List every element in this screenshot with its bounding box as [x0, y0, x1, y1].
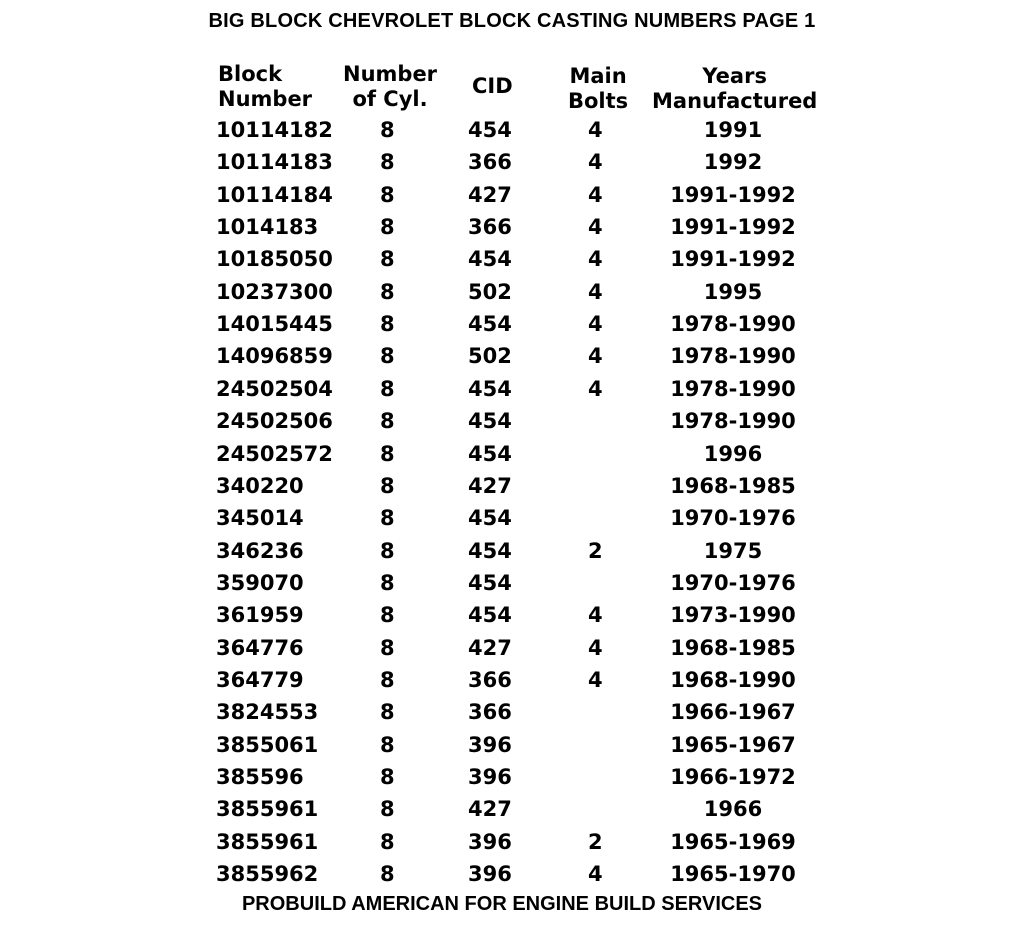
table-row [0, 538, 1024, 568]
years-cell: 1965-1970 [670, 862, 796, 887]
cylinders-cell: 8 [380, 150, 395, 175]
block-number-cell: 345014 [216, 506, 304, 531]
years-cell: 1991-1992 [670, 182, 796, 207]
cid-cell: 454 [468, 570, 512, 595]
years-cell: 1966-1972 [670, 765, 796, 789]
table-row [0, 505, 1024, 535]
block-number-cell: 359070 [216, 570, 304, 595]
table-row [0, 570, 1024, 600]
cid-cell: 454 [468, 376, 512, 401]
header-cid-label: CID [472, 74, 513, 98]
main-bolts-cell: 4 [588, 862, 603, 887]
main-bolts-cell: 4 [588, 635, 603, 660]
main-bolts-cell: 2 [588, 829, 603, 854]
cylinders-cell: 8 [380, 635, 395, 660]
cid-cell: 454 [468, 506, 512, 531]
cylinders-cell: 8 [380, 376, 395, 401]
block-number-cell: 3855961 [216, 829, 319, 854]
table-row [0, 441, 1024, 471]
cylinders-cell: 8 [380, 279, 395, 304]
cid-cell: 427 [468, 635, 512, 660]
cid-cell: 454 [468, 118, 512, 142]
header-main-line2: Bolts [568, 89, 629, 113]
main-bolts-cell: 4 [588, 247, 603, 272]
cid-cell: 427 [468, 182, 512, 207]
years-cell: 1970-1976 [670, 506, 796, 531]
years-cell: 1996 [703, 441, 763, 466]
table-row [0, 764, 1024, 794]
header-years-line2: Manufactured [652, 89, 818, 113]
table-row [0, 182, 1024, 212]
main-bolts-cell: 4 [588, 312, 603, 337]
cid-cell: 454 [468, 312, 512, 337]
years-cell: 1968-1990 [670, 667, 796, 692]
header-cyl-line2: of Cyl. [352, 87, 428, 111]
cid-cell: 427 [468, 797, 512, 822]
years-cell: 1973-1990 [670, 603, 796, 628]
years-cell: 1965-1969 [670, 829, 796, 854]
table-row [0, 311, 1024, 341]
cylinders-cell: 8 [380, 506, 395, 531]
table-row [0, 861, 1024, 891]
header-years-line1: Years [702, 64, 767, 88]
cid-cell: 396 [468, 862, 512, 887]
table-row [0, 635, 1024, 665]
block-number-cell: 346236 [216, 538, 304, 563]
block-number-cell: 10185050 [216, 247, 333, 272]
block-number-cell: 385596 [216, 765, 304, 789]
main-bolts-cell: 4 [588, 603, 603, 628]
years-cell: 1975 [703, 538, 763, 563]
cid-cell: 366 [468, 215, 512, 240]
block-number-cell: 3855961 [216, 797, 319, 822]
table-row [0, 699, 1024, 729]
cylinders-cell: 8 [380, 570, 395, 595]
cylinders-cell: 8 [380, 765, 395, 789]
years-cell: 1991 [703, 118, 763, 142]
block-number-cell: 14096859 [216, 344, 333, 369]
years-cell: 1978-1990 [670, 312, 796, 337]
cylinders-cell: 8 [380, 732, 395, 757]
header-block-line2: Number [218, 87, 313, 111]
cylinders-cell: 8 [380, 667, 395, 692]
main-bolts-cell: 4 [588, 376, 603, 401]
table-row [0, 117, 1024, 147]
main-bolts-cell: 2 [588, 538, 603, 563]
cylinders-cell: 8 [380, 409, 395, 434]
years-cell: 1978-1990 [670, 376, 796, 401]
table-row [0, 829, 1024, 859]
block-number-cell: 3855061 [216, 732, 319, 757]
years-cell: 1995 [703, 279, 763, 304]
block-number-cell: 364779 [216, 667, 304, 692]
cid-cell: 454 [468, 603, 512, 628]
header-cyl-line1: Number [343, 62, 438, 86]
cid-cell: 502 [468, 344, 512, 369]
cid-cell: 396 [468, 829, 512, 854]
header-block-line1: Block [218, 62, 283, 86]
years-cell: 1968-1985 [670, 635, 796, 660]
cylinders-cell: 8 [380, 247, 395, 272]
table-row [0, 602, 1024, 632]
table-row [0, 149, 1024, 179]
cylinders-cell: 8 [380, 344, 395, 369]
block-number-cell: 14015445 [216, 312, 333, 337]
header-main-line1: Main [569, 64, 627, 88]
block-number-cell: 340220 [216, 473, 304, 498]
years-cell: 1966 [703, 797, 763, 822]
cylinders-cell: 8 [380, 473, 395, 498]
cid-cell: 396 [468, 732, 512, 757]
table-row [0, 343, 1024, 373]
footer-text: PROBUILD AMERICAN FOR ENGINE BUILD SERVICES [241, 893, 763, 915]
block-number-cell: 364776 [216, 635, 304, 660]
table-row [0, 279, 1024, 309]
years-cell: 1965-1967 [670, 732, 796, 757]
cid-cell: 396 [468, 765, 512, 789]
cylinders-cell: 8 [380, 603, 395, 628]
block-number-cell: 24502506 [216, 409, 333, 434]
cid-cell: 454 [468, 538, 512, 563]
main-bolts-cell: 4 [588, 344, 603, 369]
cid-cell: 366 [468, 667, 512, 692]
cid-cell: 454 [468, 409, 512, 434]
table-row [0, 667, 1024, 697]
cylinders-cell: 8 [380, 312, 395, 337]
cid-cell: 366 [468, 700, 512, 725]
block-number-cell: 3855962 [216, 862, 319, 887]
cylinders-cell: 8 [380, 829, 395, 854]
years-cell: 1968-1985 [670, 473, 796, 498]
table-row [0, 796, 1024, 826]
main-bolts-cell: 4 [588, 118, 603, 142]
block-number-cell: 361959 [216, 603, 304, 628]
cid-cell: 454 [468, 441, 512, 466]
cylinders-cell: 8 [380, 215, 395, 240]
block-number-cell: 24502572 [216, 441, 333, 466]
table-row [0, 214, 1024, 244]
main-bolts-cell: 4 [588, 279, 603, 304]
block-number-cell: 3824553 [216, 700, 319, 725]
cid-cell: 454 [468, 247, 512, 272]
cylinders-cell: 8 [380, 862, 395, 887]
years-cell: 1978-1990 [670, 409, 796, 434]
cid-cell: 502 [468, 279, 512, 304]
table-row [0, 246, 1024, 276]
block-number-cell: 1014183 [216, 215, 319, 240]
years-cell: 1966-1967 [670, 700, 796, 725]
block-number-cell: 24502504 [216, 376, 333, 401]
cylinders-cell: 8 [380, 538, 395, 563]
years-cell: 1978-1990 [670, 344, 796, 369]
main-bolts-cell: 4 [588, 667, 603, 692]
page-title: BIG BLOCK CHEVROLET BLOCK CASTING NUMBERS PAGE 1 [208, 10, 816, 32]
cylinders-cell: 8 [380, 118, 395, 142]
cylinders-cell: 8 [380, 700, 395, 725]
table-row [0, 376, 1024, 406]
years-cell: 1991-1992 [670, 215, 796, 240]
block-number-cell: 10114183 [216, 150, 333, 175]
cylinders-cell: 8 [380, 797, 395, 822]
block-number-cell: 10114184 [216, 182, 333, 207]
table-row [0, 732, 1024, 762]
table-row [0, 473, 1024, 503]
years-cell: 1991-1992 [670, 247, 796, 272]
years-cell: 1992 [703, 150, 763, 175]
cid-cell: 366 [468, 150, 512, 175]
cylinders-cell: 8 [380, 441, 395, 466]
cylinders-cell: 8 [380, 182, 395, 207]
block-number-cell: 10237300 [216, 279, 333, 304]
main-bolts-cell: 4 [588, 150, 603, 175]
cid-cell: 427 [468, 473, 512, 498]
years-cell: 1970-1976 [670, 570, 796, 595]
main-bolts-cell: 4 [588, 182, 603, 207]
table-row [0, 408, 1024, 438]
main-bolts-cell: 4 [588, 215, 603, 240]
block-number-cell: 10114182 [216, 118, 333, 142]
